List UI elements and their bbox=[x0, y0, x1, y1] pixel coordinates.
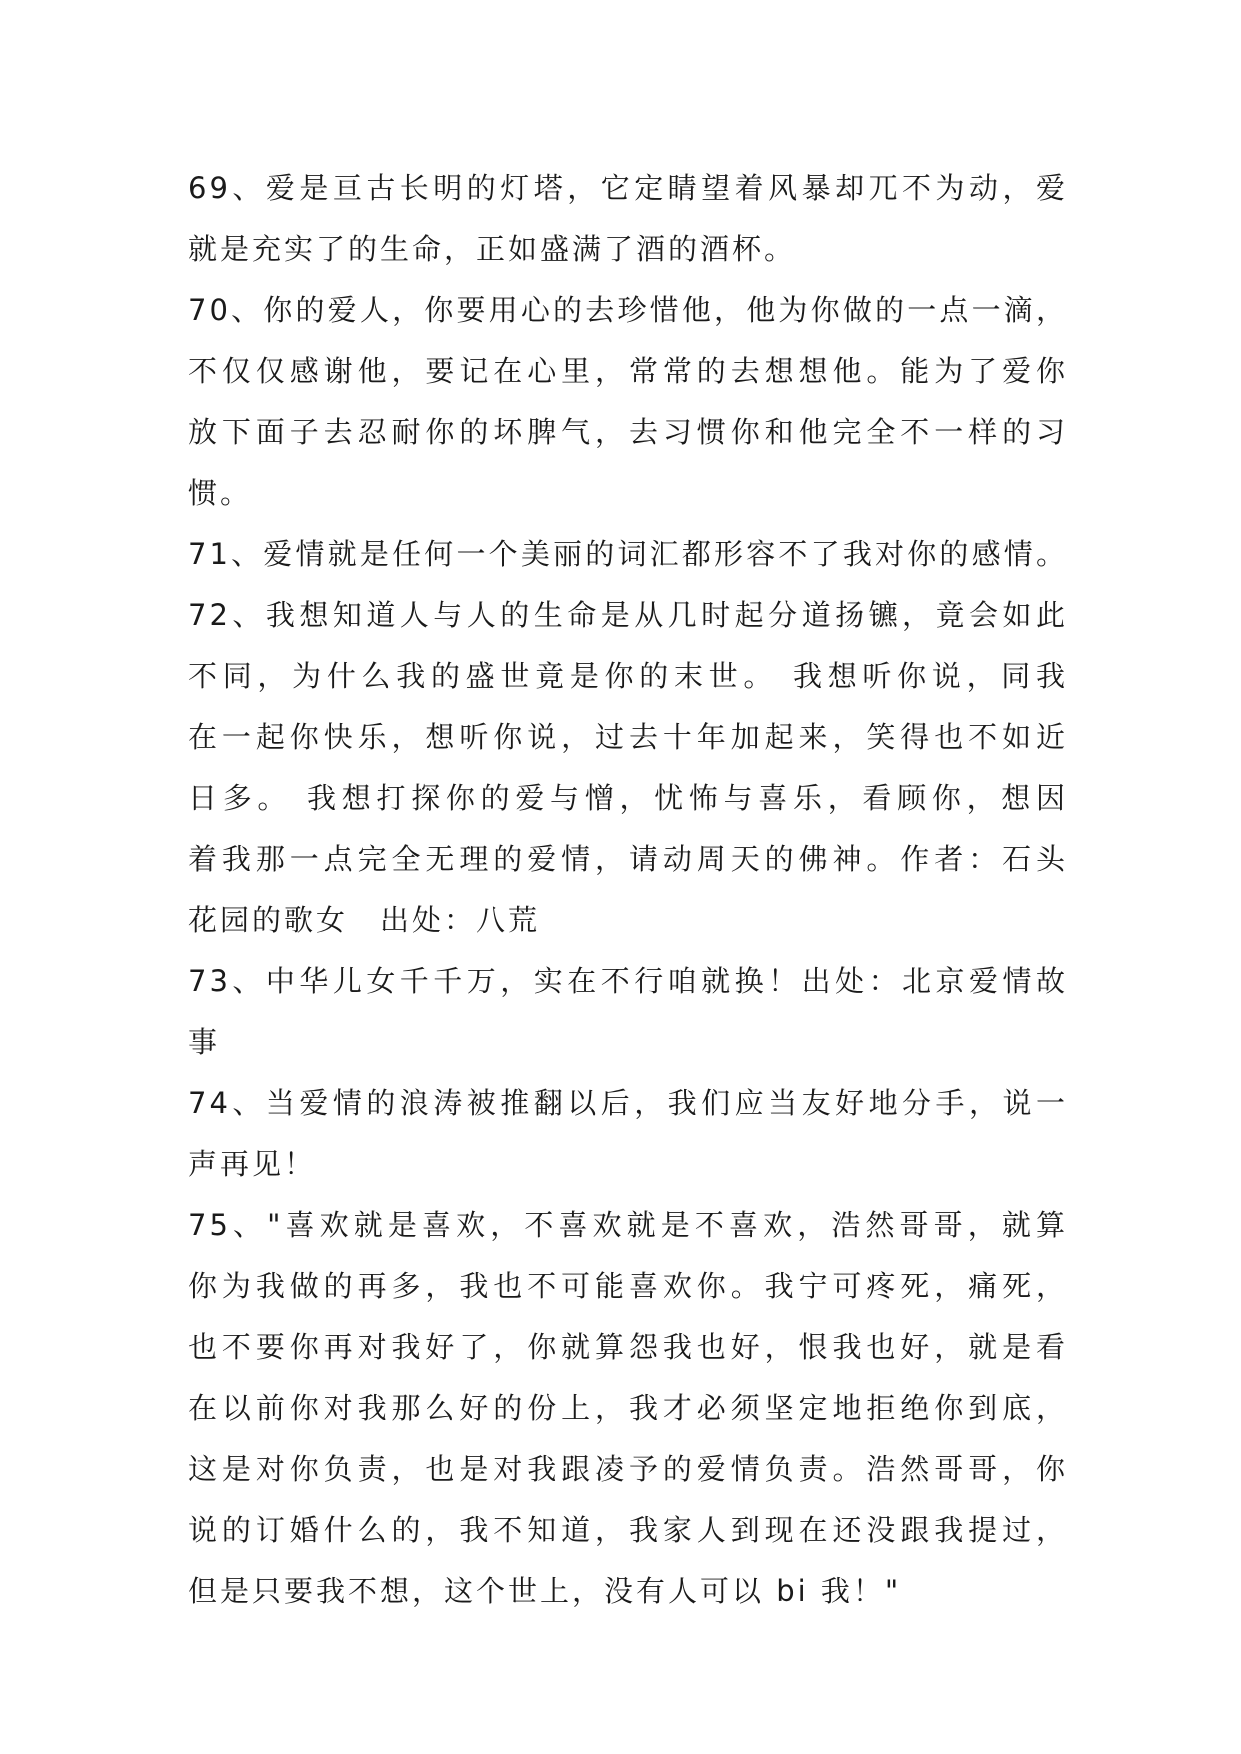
text-line: 惯。 bbox=[188, 476, 253, 510]
text-line: 你为我做的再多，我也不可能喜欢你。我宁可疼死，痛死， bbox=[188, 1269, 1068, 1303]
text-line: 75、"喜欢就是喜欢，不喜欢就是不喜欢，浩然哥哥，就算 bbox=[188, 1208, 1068, 1242]
text-line: 不同，为什么我的盛世竟是你的末世。 我想听你说，同我 bbox=[188, 659, 1068, 693]
text-line: 花园的歌女 出处：八荒 bbox=[188, 903, 541, 937]
text-line: 74、当爱情的浪涛被推翻以后，我们应当友好地分手，说一 bbox=[188, 1086, 1068, 1120]
text-line: 放下面子去忍耐你的坏脾气，去习惯你和他完全不一样的习 bbox=[188, 415, 1068, 449]
text-line: 72、我想知道人与人的生命是从几时起分道扬镳，竟会如此 bbox=[188, 598, 1068, 632]
text-line: 着我那一点完全无理的爱情，请动周天的佛神。作者：石头 bbox=[188, 842, 1068, 876]
text-line: 说的订婚什么的，我不知道，我家人到现在还没跟我提过， bbox=[188, 1513, 1068, 1547]
text-line: 不仅仅感谢他，要记在心里，常常的去想想他。能为了爱你 bbox=[188, 354, 1068, 388]
text-line: 70、你的爱人，你要用心的去珍惜他，他为你做的一点一滴， bbox=[188, 293, 1068, 327]
text-line: 声再见！ bbox=[188, 1147, 317, 1181]
text-line: 71、爱情就是任何一个美丽的词汇都形容不了我对你的感情。 bbox=[188, 537, 1068, 571]
text-line: 就是充实了的生命，正如盛满了酒的酒杯。 bbox=[188, 232, 797, 266]
text-line: 73、中华儿女千千万，实在不行咱就换！出处：北京爱情故 bbox=[188, 964, 1068, 998]
text-line: 事 bbox=[188, 1025, 221, 1059]
text-line: 69、爱是亘古长明的灯塔，它定睛望着风暴却兀不为动，爱 bbox=[188, 171, 1068, 205]
document-body bbox=[188, 158, 1068, 1622]
text-line: 也不要你再对我好了，你就算怨我也好，恨我也好，就是看 bbox=[188, 1330, 1068, 1364]
text-line: 在一起你快乐，想听你说，过去十年加起来，笑得也不如近 bbox=[188, 720, 1068, 754]
text-line: 日多。 我想打探你的爱与憎，忧怖与喜乐，看顾你，想因 bbox=[188, 781, 1068, 815]
text-line: 但是只要我不想，这个世上，没有人可以 bi 我！" bbox=[188, 1574, 902, 1608]
text-line: 这是对你负责，也是对我跟凌予的爱情负责。浩然哥哥，你 bbox=[188, 1452, 1068, 1486]
text-line: 在以前你对我那么好的份上，我才必须坚定地拒绝你到底， bbox=[188, 1391, 1068, 1425]
